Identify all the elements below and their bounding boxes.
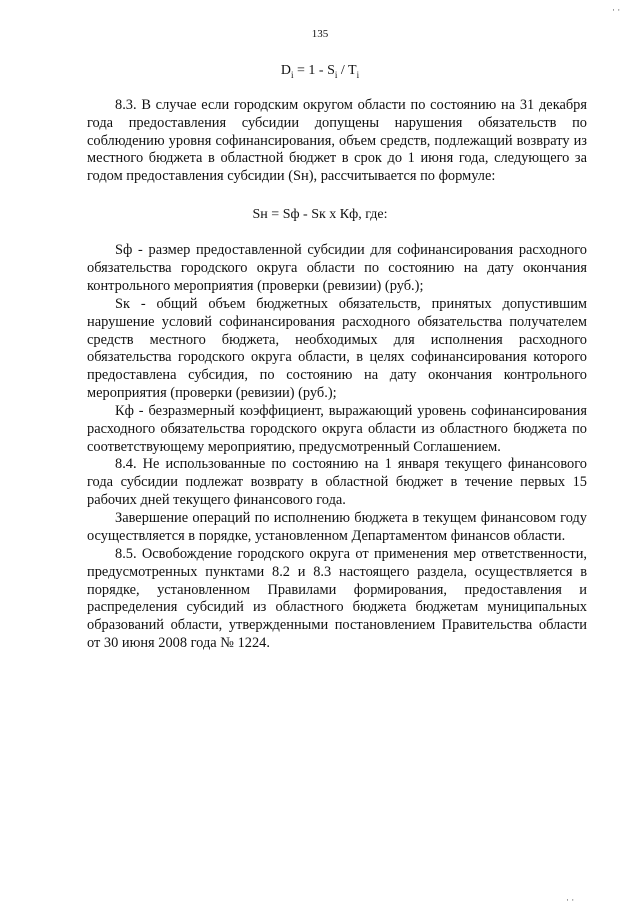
definition-kf: Кф - безразмерный коэффициент, выражающий уровень софинансирования расходного обязательства городского округа области из областного бюджета по соответствующему мероприятию, предусмотренный Соглашением. bbox=[87, 403, 587, 455]
paragraph-8-4: 8.4. Не использованные по состоянию на 1 января текущего финансового года субсидии подлежат возврату в областной бюджет в течение первых 15 рабочих дней текущего финансового года. bbox=[87, 456, 587, 508]
definition-sf: Sф - размер предоставленной субсидии для софинансирования расходного обязательства городского округа области по состоянию на дату окончания контрольного мероприятия (проверки (ревизии) (руб.); bbox=[87, 242, 587, 294]
paragraph-8-3: 8.3. В случае если городским округом области по состоянию на 31 декабря года предоставления субсидии допущены нарушения обязательств по соблюдению уровня софинансирования, объем средств, подлежащий возврату из местного бюджета в областной бюджет в срок до 1 июня года, следующего за годом предоставления субсидии (Sн), рассчитывается по формуле: bbox=[87, 97, 587, 185]
paragraph-8-5: 8.5. Освобождение городского округа от применения мер ответственности, предусмотренных пунктами 8.2 и 8.3 настоящего раздела, осуществляется в порядке, установленном Правилами формирования, предоставления и распределения субсидий из областного бюджета бюджетам муниципальных образований области, утвержденными постановлением Правительства области от 30 июня 2008 года № 1224. bbox=[87, 546, 587, 651]
formula-di: $D_i = 1 - S_i / T_i$ bbox=[280, 63, 360, 80]
formula-sn: Sн = Sф - Sк х Кф, где: bbox=[252, 207, 388, 222]
page-number: 135 bbox=[311, 28, 329, 40]
paragraph-8-4-completion: Завершение операций по исполнению бюджета в текущем финансовом году осуществляется в порядке, установленном Департаментом финансов области. bbox=[87, 510, 587, 544]
definition-sk: Sк - общий объем бюджетных обязательств, принятых допустившим нарушение условий софинансирования расходного обязательства получателем средств местного бюджета, необходимых для исполнения расходного обязательства городского округа области, в целях софинансирования которого предоставлена субсидия, по состоянию на дату окончания контрольного мероприятия (проверки (ревизии) (руб.); bbox=[87, 296, 587, 401]
scan-mark-top: · · bbox=[612, 5, 621, 15]
scan-mark-bottom: · · bbox=[566, 895, 575, 905]
